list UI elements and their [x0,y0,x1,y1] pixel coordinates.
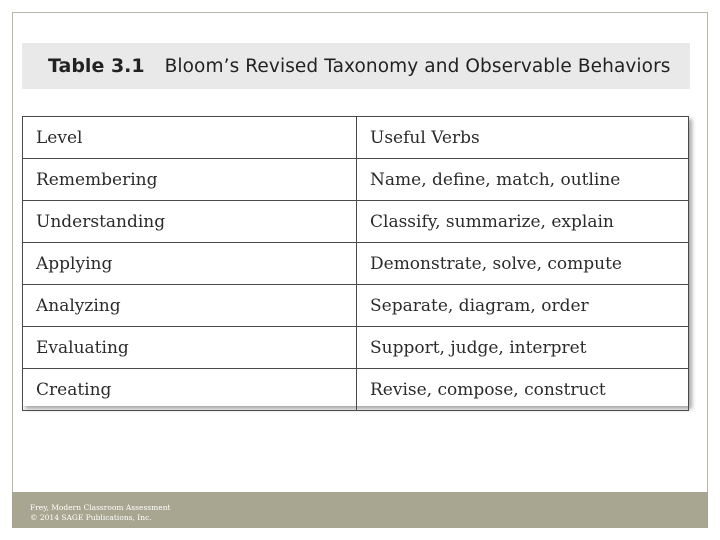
verbs-cell: Classify, summarize, explain [357,201,689,243]
verbs-cell: Separate, diagram, order [357,285,689,327]
table-number: Table 3.1 [48,55,145,77]
footer-citation [30,503,171,523]
taxonomy-table [22,116,689,411]
footer-source: Frey, Modern Classroom Assessment [30,503,171,512]
footer-copyright: © 2014 SAGE Publications, Inc. [30,513,152,522]
verbs-cell: Support, judge, interpret [357,327,689,369]
level-cell: Creating [23,369,357,411]
table-row [23,369,689,411]
level-cell: Analyzing [23,285,357,327]
table-row [23,327,689,369]
verbs-cell: Name, define, match, outline [357,159,689,201]
level-cell: Applying [23,243,357,285]
table-row [23,159,689,201]
taxonomy-table-container [22,116,689,406]
level-cell: Remembering [23,159,357,201]
table-title: Bloom’s Revised Taxonomy and Observable Behaviors [164,55,671,77]
table-header-row [23,117,689,159]
level-cell: Evaluating [23,327,357,369]
level-cell: Understanding [23,201,357,243]
table-row [23,285,689,327]
verbs-cell: Revise, compose, construct [357,369,689,411]
header-level: Level [23,117,357,159]
table-row [23,201,689,243]
table-row [23,243,689,285]
table-title-bar [22,43,690,89]
header-useful-verbs: Useful Verbs [357,117,689,159]
verbs-cell: Demonstrate, solve, compute [357,243,689,285]
